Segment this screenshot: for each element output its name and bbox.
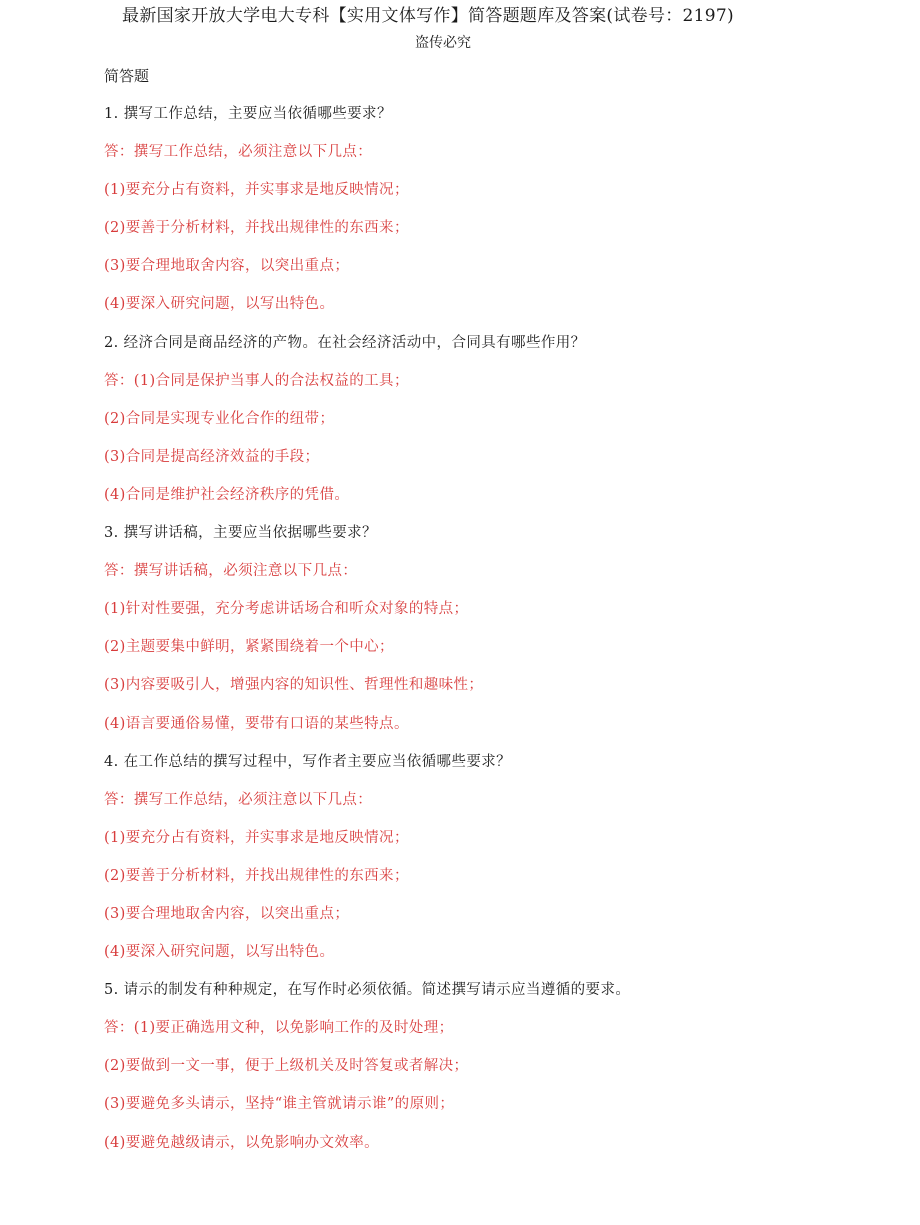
copyright-notice: 盗传必究 xyxy=(415,35,471,51)
answer-line: (3)要避免多头请示，坚持“谁主管就请示谁”的原则； xyxy=(104,1096,455,1113)
answer-line: (3)合同是提高经济效益的手段； xyxy=(104,448,320,465)
answer-line: (2)要做到一文一事，便于上级机关及时答复或者解决； xyxy=(104,1058,469,1075)
question-2: 2. 经济合同是商品经济的产物。在社会经济活动中，合同具有哪些作用？ xyxy=(104,334,586,351)
answer-line: (2)合同是实现专业化合作的纽带； xyxy=(104,410,335,427)
answer-line: (2)主题要集中鲜明，紧紧围绕着一个中心； xyxy=(104,639,394,656)
answer-line: 答：(1)要正确选用文种，以免影响工作的及时处理； xyxy=(104,1020,454,1037)
answer-line: (4)语言要通俗易懂，要带有口语的某些特点。 xyxy=(104,715,409,732)
question-1: 1. 撰写工作总结，主要应当依循哪些要求？ xyxy=(104,106,392,122)
answer-line: (4)要深入研究问题，以写出特色。 xyxy=(104,944,335,961)
answer-line: 答：撰写讲话稿，必须注意以下几点： xyxy=(104,563,358,580)
answer-line: (4)要避免越级请示，以免影响办文效率。 xyxy=(104,1134,380,1151)
answer-line: 答：(1)合同是保护当事人的合法权益的工具； xyxy=(104,372,409,389)
document-title: 最新国家开放大学电大专科【实用文体写作】简答题题库及答案(试卷号：2197) xyxy=(122,6,734,26)
answer-line: (3)要合理地取舍内容，以突出重点； xyxy=(104,258,350,275)
answer-line: (3)内容要吸引人，增强内容的知识性、哲理性和趣味性； xyxy=(104,677,484,694)
qa-list xyxy=(104,104,884,1171)
answer-line: 答：撰写工作总结，必须注意以下几点： xyxy=(104,144,373,161)
answer-line: 答：撰写工作总结，必须注意以下几点： xyxy=(104,791,373,808)
answer-line: (2)要善于分析材料，并找出规律性的东西来； xyxy=(104,867,409,884)
answer-line: (4)要深入研究问题，以写出特色。 xyxy=(104,296,335,313)
answer-line: (1)要充分占有资料，并实事求是地反映情况； xyxy=(104,182,409,199)
question-4: 4. 在工作总结的撰写过程中，写作者主要应当依循哪些要求？ xyxy=(104,753,512,770)
section-heading: 简答题 xyxy=(104,67,150,85)
answer-line: (1)针对性要强，充分考虑讲话场合和听众对象的特点； xyxy=(104,601,469,618)
question-5: 5. 请示的制发有种种规定，在写作时必须依循。简述撰写请示应当遵循的要求。 xyxy=(104,982,631,999)
answer-line: (2)要善于分析材料，并找出规律性的东西来； xyxy=(104,220,409,237)
answer-line: (3)要合理地取舍内容，以突出重点； xyxy=(104,905,350,922)
answer-line: (4)合同是维护社会经济秩序的凭借。 xyxy=(104,486,350,503)
question-3: 3. 撰写讲话稿，主要应当依据哪些要求？ xyxy=(104,525,377,542)
answer-line: (1)要充分占有资料，并实事求是地反映情况； xyxy=(104,829,409,846)
